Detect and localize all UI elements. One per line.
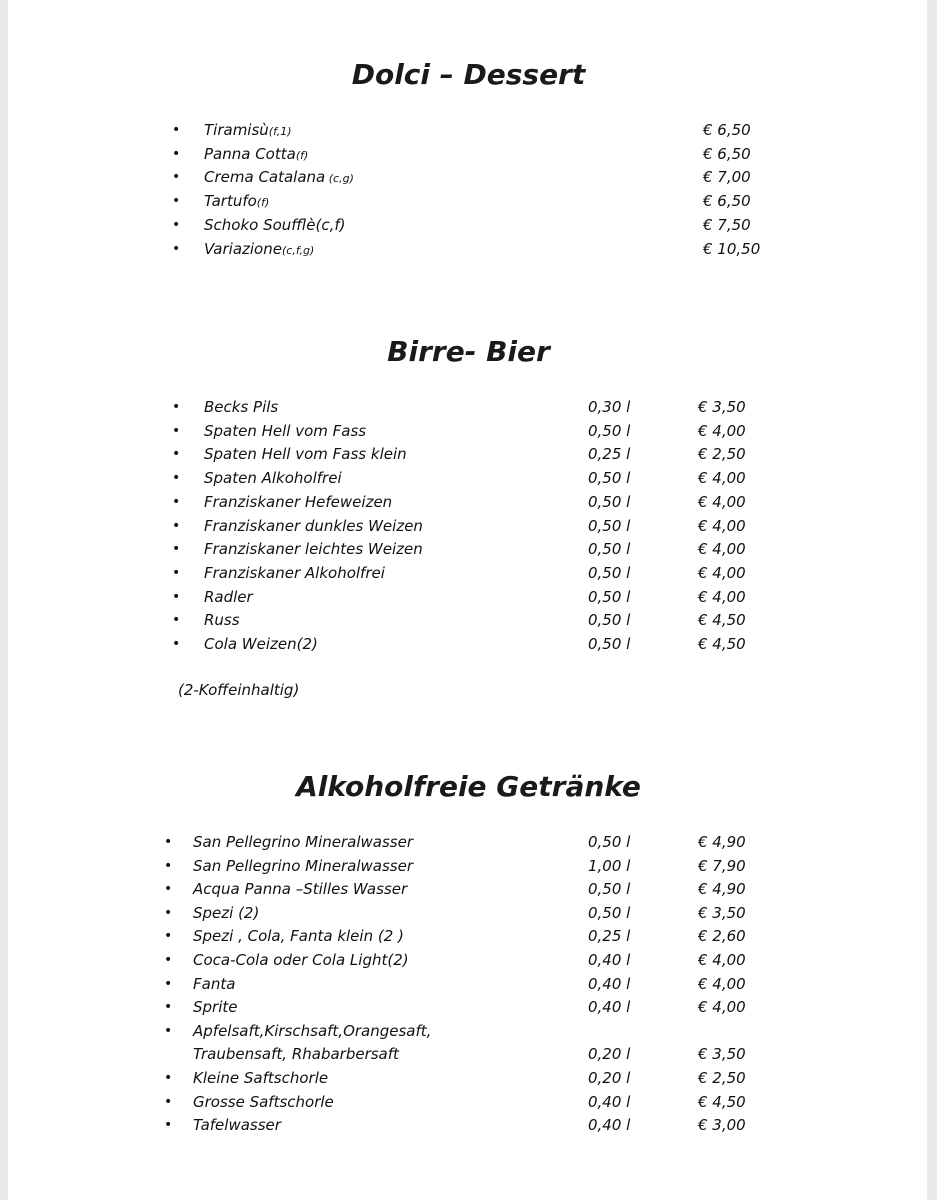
item-volume: 0,50 l [588, 421, 631, 440]
item-price: € 4,90 [698, 880, 746, 899]
bullet-icon: • [172, 493, 181, 510]
item-price: € 6,50 [703, 121, 751, 139]
item-name-text: Coca-Cola oder Cola Light(2) [193, 951, 409, 969]
item-name-text: Apfelsaft,Kirschsaft,Orangesaft, [193, 1021, 432, 1040]
menu-item-row [0, 830, 900, 854]
item-price: € 7,50 [703, 215, 751, 234]
menu-item-row [0, 901, 900, 925]
item-name [204, 419, 366, 443]
menu-item-row [0, 972, 900, 996]
item-name [204, 213, 346, 237]
item-price: € 3,50 [698, 398, 746, 416]
bullet-icon: • [172, 422, 181, 439]
menu-item-row [0, 395, 900, 419]
allergen-codes: (f) [256, 196, 270, 210]
item-price: € 4,00 [698, 540, 746, 559]
item-volume: 0,30 l [588, 398, 631, 416]
section-title-dessert: Dolci – Dessert [351, 58, 586, 91]
menu-item-row [0, 142, 900, 166]
bullet-icon: • [164, 904, 173, 921]
bullet-icon: • [164, 1117, 173, 1134]
menu-item-row [0, 237, 900, 261]
item-price: € 4,00 [698, 563, 746, 582]
item-name-text: Franziskaner leichtes Weizen [204, 540, 423, 559]
bullet-icon: • [172, 541, 181, 558]
item-price: € 4,50 [698, 1092, 746, 1111]
item-name-text: Spezi , Cola, Fanta klein (2 ) [193, 927, 404, 946]
item-volume: 0,50 l [588, 611, 631, 630]
item-name-text: Radler [204, 587, 253, 606]
bullet-icon: • [164, 975, 173, 992]
item-name [193, 1113, 281, 1137]
item-volume: 0,20 l [588, 1069, 631, 1087]
item-name [204, 490, 392, 514]
item-volume: 1,00 l [588, 856, 631, 875]
menu-item-row [0, 995, 900, 1019]
item-name [193, 1066, 328, 1090]
section-title-beer: Birre- Bier [387, 335, 550, 368]
menu-item-row [0, 1113, 900, 1137]
item-price: € 4,00 [698, 974, 746, 993]
item-name-text: Franziskaner dunkles Weizen [204, 516, 423, 535]
item-name-text: Tafelwasser [193, 1116, 281, 1135]
item-name-text: Tiramisù [204, 121, 269, 139]
item-volume: 0,40 l [588, 951, 631, 969]
item-name [193, 830, 413, 854]
item-name-text: Spaten Hell vom Fass klein [204, 445, 407, 464]
item-price: € 4,00 [698, 421, 746, 440]
item-volume: 0,40 l [588, 974, 631, 993]
item-name [204, 395, 278, 419]
item-name-text: Acqua Panna –Stilles Wasser [193, 880, 408, 899]
bullet-icon: • [164, 834, 173, 850]
right-margin-strip [927, 0, 937, 1200]
item-name-text: Fanta [193, 974, 236, 993]
menu-item-row [0, 585, 900, 609]
menu-item-row [0, 632, 900, 656]
bullet-icon: • [172, 122, 181, 138]
item-name [204, 514, 423, 538]
item-price: € 4,50 [698, 635, 746, 653]
item-name-text: Schoko Soufflè(c,f) [204, 215, 346, 234]
allergen-codes: (f,1) [268, 125, 292, 138]
bullet-icon: • [164, 999, 173, 1016]
item-name [193, 877, 407, 901]
item-volume: 0,25 l [588, 927, 631, 946]
menu-item-row [0, 419, 900, 443]
item-name [204, 561, 385, 585]
menu-item-row [0, 1090, 900, 1114]
item-name-text: Panna Cotta [204, 144, 296, 163]
item-name-text: Franziskaner Alkoholfrei [204, 563, 385, 582]
item-volume: 0,25 l [588, 445, 631, 464]
bullet-icon: • [164, 1093, 173, 1110]
item-volume: 0,40 l [588, 998, 631, 1017]
menu-item-row [0, 1042, 900, 1066]
item-name [204, 632, 318, 656]
item-volume: 0,40 l [588, 1116, 631, 1135]
item-price: € 3,50 [698, 903, 746, 922]
item-name [204, 466, 342, 490]
bullet-icon: • [172, 216, 181, 233]
item-volume: 0,50 l [588, 563, 631, 582]
menu-item-row [0, 442, 900, 466]
menu-item-row [0, 1066, 900, 1090]
item-price: € 4,00 [698, 951, 746, 969]
item-price: € 4,00 [698, 469, 746, 488]
section-title-soft-drinks: Alkoholfreie Getränke [296, 770, 641, 803]
item-volume: 0,50 l [588, 540, 631, 559]
item-name [204, 237, 314, 263]
item-name-text: Variazione [204, 239, 282, 258]
item-name [204, 189, 269, 215]
item-name [193, 924, 404, 948]
menu-item-row [0, 165, 900, 189]
item-name [204, 142, 308, 168]
item-name-text: Kleine Saftschorle [193, 1069, 329, 1087]
bullet-icon: • [172, 517, 181, 534]
caffeine-note: (2-Koffeinhaltig) [178, 681, 300, 699]
item-name [204, 442, 407, 466]
menu-item-row [0, 189, 900, 213]
bullet-icon: • [164, 928, 173, 945]
item-volume: 0,50 l [588, 635, 631, 653]
item-volume: 0,50 l [588, 833, 631, 851]
item-price: € 4,00 [698, 998, 746, 1017]
item-price: € 4,00 [698, 587, 746, 606]
menu-item-row [0, 514, 900, 538]
item-name-text: Grosse Saftschorle [193, 1092, 334, 1111]
item-volume: 0,50 l [588, 587, 631, 606]
menu-item-row [0, 490, 900, 514]
item-volume: 0,50 l [588, 516, 631, 535]
menu-item-row [0, 948, 900, 972]
bullet-icon: • [172, 240, 181, 257]
allergen-codes: (f) [295, 148, 309, 162]
item-name-text: San Pellegrino Mineralwasser [193, 833, 413, 851]
item-name-text: Traubensaft, Rhabarbersaft [193, 1045, 399, 1064]
item-name [193, 948, 409, 972]
item-price: € 10,50 [703, 239, 761, 258]
allergen-codes: (c,f,g) [281, 243, 315, 257]
item-price: € 7,90 [698, 856, 746, 875]
item-volume: 0,50 l [588, 880, 631, 899]
bullet-icon: • [172, 612, 181, 629]
menu-item-row [0, 118, 900, 142]
bullet-icon: • [164, 857, 173, 874]
bullet-icon: • [172, 399, 181, 415]
bullet-icon: • [172, 169, 181, 186]
item-name [204, 537, 423, 561]
item-price: € 3,50 [698, 1045, 746, 1064]
item-name-text: Russ [204, 611, 240, 630]
item-name-text: Spaten Hell vom Fass [204, 421, 367, 440]
menu-item-row [0, 537, 900, 561]
item-name [193, 995, 238, 1019]
bullet-icon: • [172, 446, 181, 463]
item-price: € 2,50 [698, 445, 746, 464]
item-price: € 2,60 [698, 927, 746, 946]
item-volume: 0,50 l [588, 469, 631, 488]
bullet-icon: • [164, 881, 173, 898]
bullet-icon: • [172, 470, 181, 487]
item-name [204, 608, 240, 632]
item-name-text: Tartufo [204, 192, 257, 211]
bullet-icon: • [164, 952, 173, 968]
item-name [204, 585, 253, 609]
item-price: € 4,50 [698, 611, 746, 630]
item-price: € 7,00 [703, 168, 751, 187]
menu-item-row [0, 213, 900, 237]
item-name [204, 118, 292, 144]
item-price: € 6,50 [703, 144, 751, 163]
bullet-icon: • [164, 1022, 173, 1039]
item-name-text: Franziskaner Hefeweizen [204, 492, 393, 511]
item-name [193, 1090, 334, 1114]
item-name [193, 901, 259, 925]
item-name [193, 1019, 431, 1043]
allergen-codes: (c,g) [325, 172, 354, 186]
bullet-icon: • [172, 564, 181, 581]
item-price: € 4,90 [698, 833, 746, 851]
item-name [204, 165, 354, 191]
item-name-text: Becks Pils [204, 398, 279, 416]
item-price: € 4,00 [698, 516, 746, 535]
item-price: € 4,00 [698, 492, 746, 511]
bullet-icon: • [172, 145, 181, 162]
item-name-text: Crema Catalana [204, 168, 326, 187]
item-name-text: Spaten Alkoholfrei [204, 469, 342, 488]
bullet-icon: • [164, 1070, 173, 1086]
item-price: € 3,00 [698, 1116, 746, 1135]
item-name-text: Cola Weizen(2) [204, 635, 318, 653]
item-volume: 0,50 l [588, 903, 631, 922]
menu-item-row [0, 1019, 900, 1043]
item-name [193, 972, 235, 996]
item-name-text: San Pellegrino Mineralwasser [193, 856, 413, 875]
item-volume: 0,40 l [588, 1092, 631, 1111]
item-name [193, 854, 413, 878]
item-price: € 6,50 [703, 192, 751, 211]
bullet-icon: • [172, 193, 181, 210]
item-name-text: Spezi (2) [193, 903, 260, 922]
menu-item-row [0, 924, 900, 948]
menu-item-row [0, 608, 900, 632]
item-name-text: Sprite [193, 998, 238, 1017]
item-price: € 2,50 [698, 1069, 746, 1087]
bullet-icon: • [172, 636, 181, 652]
item-name [193, 1042, 399, 1066]
item-volume: 0,20 l [588, 1045, 631, 1064]
menu-item-row [0, 877, 900, 901]
bullet-icon: • [172, 588, 181, 605]
menu-item-row [0, 561, 900, 585]
menu-item-row [0, 466, 900, 490]
menu-item-row [0, 854, 900, 878]
item-volume: 0,50 l [588, 492, 631, 511]
